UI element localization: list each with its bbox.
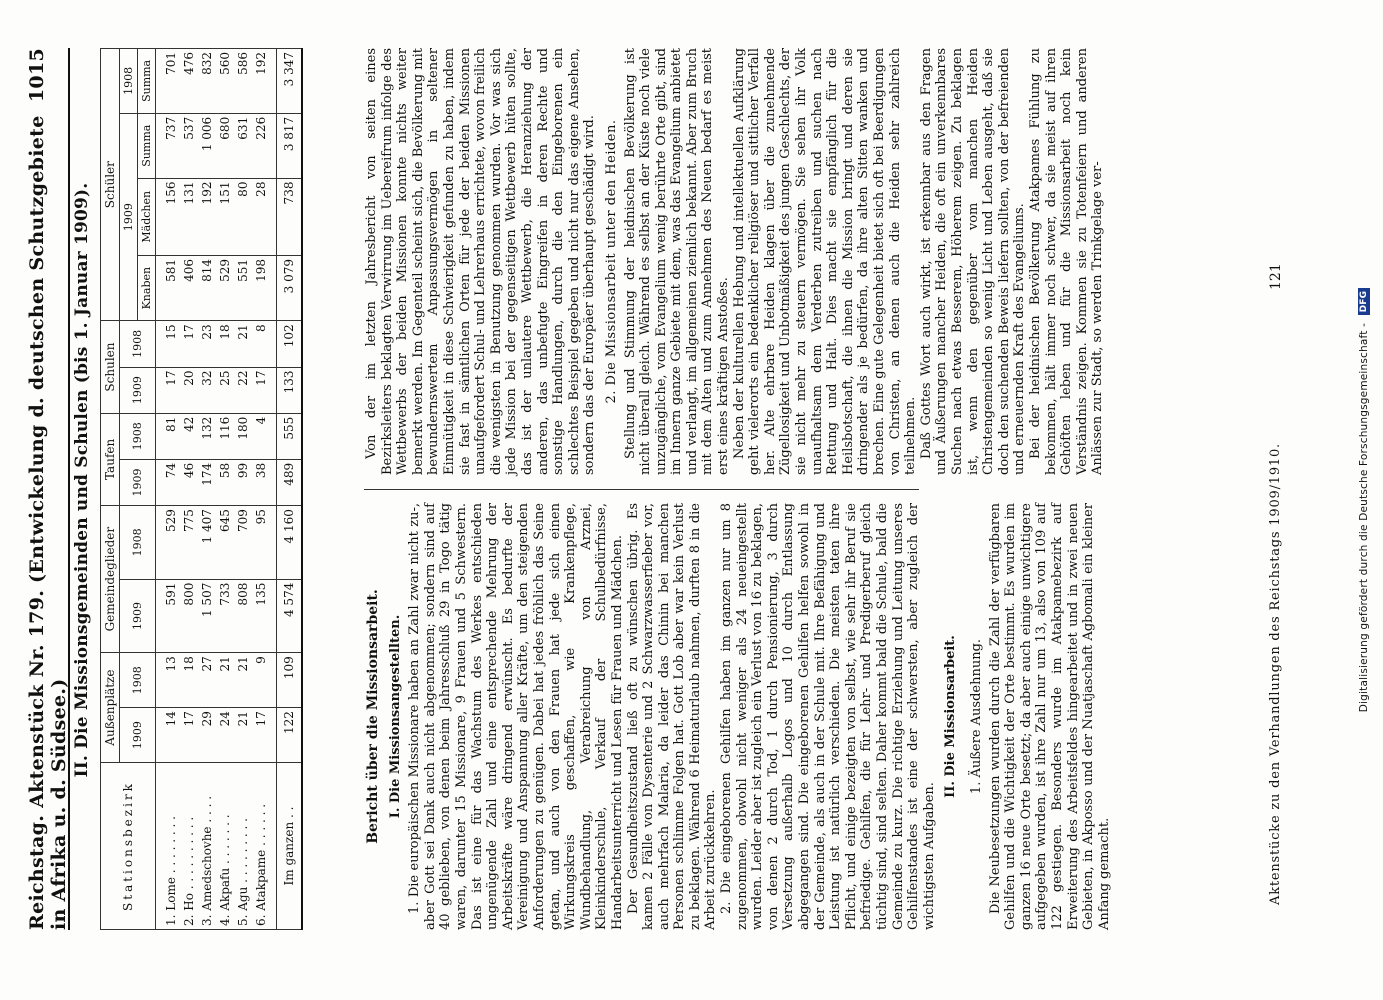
year-header: 1908 [120, 413, 156, 459]
table-cell: 192 [198, 178, 216, 255]
table-cell: 21 [216, 653, 234, 708]
station-cell: 4. Akpafu . . . . . . . [216, 763, 234, 930]
table-cell: 581 [156, 256, 181, 321]
table-cell: 775 [180, 506, 198, 580]
table-cell: 4 [252, 413, 277, 459]
table-cell: 14 [156, 708, 181, 763]
station-cell: 1. Lome . . . . . . . . [156, 763, 181, 930]
gemeindeglieder-header: Gemeindeglieder [101, 506, 120, 653]
table-cell: 38 [252, 459, 277, 505]
table-cell: 17 [252, 367, 277, 413]
year-header: 1908 [120, 321, 156, 367]
digitization-note [1358, 0, 1370, 1000]
table-cell: 28 [252, 178, 277, 255]
table-row [156, 49, 181, 930]
table-cell: 13 [156, 653, 181, 708]
table-row [198, 49, 216, 930]
year-header: 1909 [120, 459, 156, 505]
table-cell: 17 [180, 321, 198, 367]
year-header: 1909 [120, 579, 156, 653]
table-row [180, 49, 198, 930]
report-title: Bericht über die Missionsarbeit. [365, 589, 381, 844]
footer-page-number: 121 [1268, 263, 1284, 290]
right-column [364, 48, 1112, 475]
table-cell: 529 [216, 256, 234, 321]
table-cell: 29 [198, 708, 216, 763]
table-cell: 709 [234, 506, 252, 580]
table-cell: 808 [234, 579, 252, 653]
table-cell: 17 [156, 367, 181, 413]
total-cell: 555 [277, 413, 303, 459]
part2-title: II. Die Missionsarbeit. [943, 635, 959, 798]
part1-title: I. Die Missionsangestellten. [387, 614, 403, 819]
table-cell: 8 [252, 321, 277, 367]
table-cell: 645 [216, 506, 234, 580]
table-cell: 58 [216, 459, 234, 505]
table-cell: 551 [234, 256, 252, 321]
paragraph: 2. Die eingeborenen Gehilfen haben im ganzen nur um 8 zugenommen, obwohl nicht weniger als 24 neueingestellt wurden. Leider aber ist zugleich ein Verlust von 16 zu beklagen, von denen 2 durch Tod, 1 durch Pensionierung, 3 durch Versetzung außerhalb Logos und 10 durch Entlassung abgegangen sind. Die eingeborenen Gehilfen helfen sowohl in der Gemeinde, als auch in der Schule mit. Ihre Befähigung und Leistung ist natürlich verschieden. Die meisten taten ihre Pflicht, und einige bezeigten von selbst, wie sehr ihr Beruf sie befriedige. Gehilfen, die für Lehr- und Predigerberuf gleich tüchtig sind, sind selten. Daher kommt bald die Schule, bald die Gemeinde zu kurz. Die richtige Erziehung und Leitung unseres Gehilfenstandes ist eine der schwersten, aber zugleich der wichtigsten Aufgaben. [719, 503, 937, 930]
total-cell: 738 [277, 178, 303, 255]
table-cell: 406 [180, 256, 198, 321]
table-cell: 733 [216, 579, 234, 653]
table-cell: 192 [252, 49, 277, 114]
summa-header: Summa [138, 49, 156, 114]
table-cell: 15 [156, 321, 181, 367]
table-cell: 560 [216, 49, 234, 114]
table-cell: 800 [180, 579, 198, 653]
year-header: 1909 [120, 708, 156, 763]
total-cell: 489 [277, 459, 303, 505]
table-cell: 814 [198, 256, 216, 321]
table-cell: 1 507 [198, 579, 216, 653]
missionsarbeit-heading: 2. Die Missionsarbeit unter den Heiden. [603, 119, 619, 404]
running-head-title: Reichstag. Aktenstück Nr. 179. (Entwickelung d. deutschen Schutzgebiete in Afrika u. d. Südsee.) [26, 115, 70, 930]
table-cell: 132 [198, 413, 216, 459]
table-cell: 1 407 [198, 506, 216, 580]
total-row [277, 49, 303, 930]
year-header: 1908 [120, 506, 156, 580]
knaben-header: Knaben [138, 256, 156, 321]
running-head [26, 48, 70, 930]
paragraph: Bei der heidnischen Bevölkerung Atakpames Fühlung zu bekommen, hält immer noch schwer, da sie meist auf ihren Gehöften leben und für die Missionsarbeit noch kein Verständnis zeigen. Kommen sie zu Totenfeiern und anderen Anlässen zur Stadt, so werden Trinkgelage ver- [1027, 48, 1106, 475]
table-cell: 135 [252, 579, 277, 653]
aussenplaetze-header: Außenplätze [101, 653, 120, 763]
table-cell: 17 [180, 708, 198, 763]
statistics-table [100, 48, 303, 930]
table-cell: 21 [234, 653, 252, 708]
table-cell: 737 [156, 113, 181, 178]
total-cell: 3 347 [277, 49, 303, 114]
station-cell: 6. Atakpame . . . . . . [252, 763, 277, 930]
station-cell: 2. Ho . . . . . . . . . . [180, 763, 198, 930]
paragraph: Neben der kulturellen Hebung und intellektuellen Aufklärung geht vielerorts ein bedenklicher religiöser und sittlicher Verfall her. Alte ehrbare Heiden klagen über die zunehmende Zügellosigkeit und Unbotmäßigkeit des jungen Geschlechts, der sie nicht mehr zu steuern vermögen. Sie sehen ihr Volk unaufhaltsam dem Verderben zutreiben und suchen nach Rettung und Halt. Dies macht sie empfänglich für die Heilsbotschaft, die ihnen die Mission bringt und deren sie dringender als je bedürfen, da ihre alten Sitten wanken und brechen. Eine gute Gelegenheit bietet sich oft bei Beerdigungen von Christen, an denen auch die Heiden sehr zahlreich teilnehmen. [731, 48, 919, 475]
table-cell: 46 [180, 459, 198, 505]
top-rule [68, 48, 70, 930]
table-cell: 9 [252, 653, 277, 708]
table-cell: 21 [234, 321, 252, 367]
total-label: Im ganzen . . [277, 763, 303, 930]
table-cell: 1 006 [198, 113, 216, 178]
total-cell: 3 079 [277, 256, 303, 321]
taufen-header: Taufen [101, 413, 120, 505]
dfg-logo: DFG [1358, 288, 1370, 316]
table-cell: 74 [156, 459, 181, 505]
paragraph: Der Gesundheitszustand ließ oft zu wünschen übrig. Es kamen 2 Fälle von Dysenterie und 2 Schwarzwasserfieber vor, auch mehrfach Malaria, da leider das Chinin bei manchen Personen schlimme Folgen hat. Gott Lob aber war kein Verlust zu beklagen. Während 6 Heimaturlaub nahmen, durften 8 in die Arbeit zurückkehren. [625, 503, 719, 930]
table-cell: 476 [180, 49, 198, 114]
station-cell: 5. Agu . . . . . . . . . [234, 763, 252, 930]
table-cell: 529 [156, 506, 181, 580]
maedchen-header: Mädchen [138, 178, 156, 255]
table-cell: 27 [198, 653, 216, 708]
table-cell: 131 [180, 178, 198, 255]
total-cell: 122 [277, 708, 303, 763]
table-cell: 116 [216, 413, 234, 459]
table-cell: 32 [198, 367, 216, 413]
table-cell: 680 [216, 113, 234, 178]
section-title: II. Die Missionsgemeinden und Schulen (bis 1. Januar 1909). [72, 182, 92, 778]
total-cell: 3 817 [277, 113, 303, 178]
table-cell: 591 [156, 579, 181, 653]
total-cell: 4 160 [277, 506, 303, 580]
table-cell: 99 [234, 459, 252, 505]
year-header: 1908 [120, 49, 138, 114]
station-cell: 3. Amedschovhe . . . . [198, 763, 216, 930]
table-cell: 20 [180, 367, 198, 413]
summa-header: Summa [138, 113, 156, 178]
footer-source: Aktenstücke zu den Verhandlungen des Reichstags 1909/1910. [1268, 443, 1283, 905]
table-row [216, 49, 234, 930]
table-cell: 95 [252, 506, 277, 580]
table-cell: 17 [252, 708, 277, 763]
table-cell: 701 [156, 49, 181, 114]
paragraph: Stellung und Stimmung der heidnischen Bevölkerung ist nicht überall gleich. Während es selbst an der Küste noch viele unzugängliche, vom Evangelium wenig berührte Orte gibt, sind im Innern ganze Gebiete mit dem, was das Evangelium anbietet und verlangt, im allgemeinen ziemlich bekannt. Aber zum Bruch mit dem Alten und zum Annehmen des Neuen bedarf es meist erst eines kräftigen Anstoßes. [622, 48, 732, 475]
table-cell: 156 [156, 178, 181, 255]
station-column-header: Stationsbezirk [101, 763, 156, 930]
table-cell: 198 [252, 256, 277, 321]
table-cell: 80 [234, 178, 252, 255]
table-cell: 226 [252, 113, 277, 178]
paragraph: Die Neubesetzungen wurden durch die Zahl der verfügbaren Gehilfen und die Wichtigkeit der Orte bestimmt. Es wurden im ganzen 16 neue Orte besetzt; da aber auch einige unwichtigere aufgegeben wurden, ist ihre Zahl nur um 13, also von 109 auf 122 gestiegen. Besonders wurde im Atakpamebezirk auf Erweiterung des Arbeitsfeldes hingearbeitet und in zwei neuen Gebieten, in Akposso und der Nuatjaschaft Agbomali ein kleiner Anfang gemacht. [987, 503, 1112, 930]
total-cell: 102 [277, 321, 303, 367]
year-header: 1909 [120, 113, 138, 321]
schueler-header: Schüler [101, 49, 120, 321]
table-cell: 832 [198, 49, 216, 114]
table-cell: 586 [234, 49, 252, 114]
table-row [234, 49, 252, 930]
left-column [364, 503, 1112, 930]
table-cell: 23 [198, 321, 216, 367]
table-cell: 22 [234, 367, 252, 413]
paragraph: Daß Gottes Wort auch wirkt, ist erkennbar aus den Fragen und Äußerungen mancher Heiden, die oft ein unverkennbares Suchen nach etwas Besserem, Höherem zeigen. Zu beklagen ist, wenn den gegenüber vom manchen Heiden Christengemeinden so wenig Licht und Leben ausgeht, daß sie doch den suchenden Beweis liefern sollten, von der befreienden und erneuernden Kraft des Evangeliums. [918, 48, 1028, 475]
total-cell: 4 574 [277, 579, 303, 653]
page-number: 1015 [26, 48, 48, 103]
paragraph: Von der im letzten Jahresbericht von seiten eines Bezirksleiters beklagten Verwirrung im Uebereifrum infolge des Wettbewerbs der beiden Missionen konnte nichts weiter bemerkt werden. Im Gegenteil scheint sich, die Bevölkerung mit bewundernswertem Anpassungsvermögen in seltener Einmütigkeit in diese Schwierigkeit gefunden zu haben, indem sie fast in sämtlichen Orten für jede der beiden Missionen unaufgefordert Schul- und Lehrerhaus errichtete, wovon freilich die wenigsten in Benutzung genommen wurden. Vor was sich jede Mission bei der gegenseitigen Wettbewerb hüten sollte, das ist der unlautere Wettbewerb, die Heranziehung der anderen, das unbefugte Eingreifen in deren Rechte und sonstige Handlungen, durch die den Eingeborenen ein schlechtes Beispiel gegeben und nicht nur das eigene Ansehen, sondern das der Europäer überhaupt geschädigt wird. [364, 48, 598, 475]
text-columns [364, 48, 1112, 930]
table-cell: 151 [216, 178, 234, 255]
table-cell: 18 [180, 653, 198, 708]
year-header: 1909 [120, 367, 156, 413]
total-cell: 133 [277, 367, 303, 413]
table-cell: 180 [234, 413, 252, 459]
table-cell: 21 [234, 708, 252, 763]
paragraph: 1. Die europäischen Missionare haben an Zahl zwar nicht zu-, aber Gott sei Dank auch nicht abgenommen; sondern sind auf 40 geblieben, von denen beim Jahresschluß 29 in Togo tätig waren, darunter 15 Missionare, 9 Frauen und 5 Schwestern. Das ist eine für das Wachstum des Werkes entschieden ungenügende Zahl und eine entsprechende Mehrung der Arbeitskräfte wäre dringend erwünscht. Es bedurfte der Vereinigung und Anspannung aller Kräfte, um den steigenden Anforderungen zu genügen. Dabei hat jedes fröhlich das Seine getan, und auch von den Frauen hat jede sich einen Wirkungskreis geschaffen, wie Krankenpflege, Wundbehandlung, Verabreichung von Arznei, Kleinkinderschule, Verkauf der Schulbedürfnisse, Handarbeitsunterricht und Lesen für Frauen und Mädchen. [407, 503, 625, 930]
table-cell: 24 [216, 708, 234, 763]
table-row [252, 49, 277, 930]
ausdehnung-heading: 1. Äußere Ausdehnung. [968, 638, 984, 795]
total-cell: 109 [277, 653, 303, 708]
table-cell: 42 [180, 413, 198, 459]
table-cell: 25 [216, 367, 234, 413]
table-cell: 81 [156, 413, 181, 459]
table-cell: 18 [216, 321, 234, 367]
table-cell: 174 [198, 459, 216, 505]
year-header: 1908 [120, 653, 156, 708]
table-cell: 631 [234, 113, 252, 178]
digitization-text: Digitalisierung gefördert durch die Deutsche Forschungsgemeinschaft - [1358, 322, 1370, 713]
schulen-header: Schulen [101, 321, 120, 413]
table-cell: 537 [180, 113, 198, 178]
